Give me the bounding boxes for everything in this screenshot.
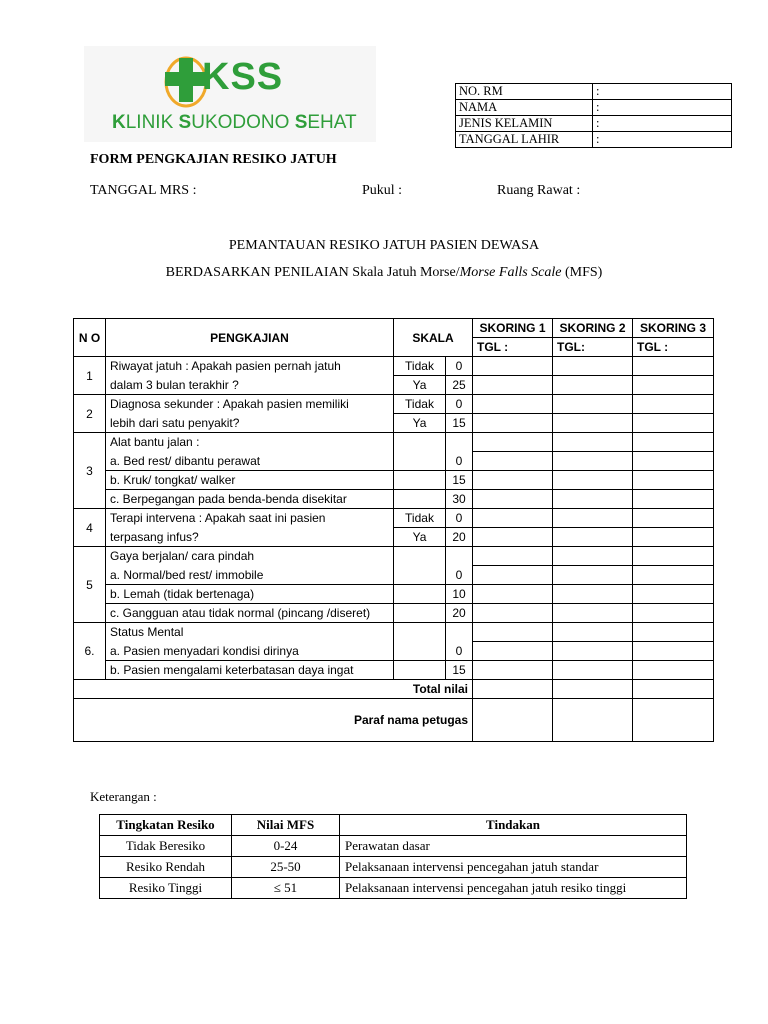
score-cell[interactable] <box>473 357 553 376</box>
total-cell[interactable] <box>633 680 714 699</box>
clinic-logo <box>84 46 376 142</box>
item-option: c. Berpegangan pada benda-benda disekitar <box>106 490 394 509</box>
score-cell[interactable] <box>633 433 714 452</box>
header-row <box>74 319 714 338</box>
score-cell[interactable] <box>473 547 553 566</box>
morse-fall-scale-table <box>73 318 714 742</box>
legend-header: Tingkatan Resiko <box>100 815 232 836</box>
option-score: 15 <box>446 661 473 680</box>
mfs-range: 0-24 <box>232 836 340 857</box>
header-skala: SKALA <box>394 319 473 357</box>
score-cell[interactable] <box>553 471 633 490</box>
option-score: 15 <box>446 414 473 433</box>
score-cell[interactable] <box>473 414 553 433</box>
score-cell[interactable] <box>553 566 633 585</box>
option-score: 0 <box>446 357 473 376</box>
field-value[interactable]: : <box>593 84 732 100</box>
field-value[interactable]: : <box>593 132 732 148</box>
score-cell[interactable] <box>473 623 553 642</box>
score-cell[interactable] <box>633 414 714 433</box>
item-option: a. Normal/bed rest/ immobile <box>106 566 394 585</box>
table-row <box>74 547 714 566</box>
score-cell[interactable] <box>633 642 714 661</box>
score-cell[interactable] <box>553 661 633 680</box>
score-cell[interactable] <box>473 642 553 661</box>
score-cell[interactable] <box>553 357 633 376</box>
table-row <box>74 604 714 623</box>
option-score: 10 <box>446 585 473 604</box>
field-label: NAMA <box>456 100 593 116</box>
table-row <box>74 414 714 433</box>
table-row <box>74 433 714 452</box>
option-score: 30 <box>446 490 473 509</box>
option-label-empty <box>394 661 446 680</box>
patient-row-tanggal-lahir <box>456 132 732 148</box>
item-no: 3 <box>74 433 106 509</box>
score-cell[interactable] <box>473 433 553 452</box>
total-cell[interactable] <box>553 680 633 699</box>
subtitle-main: PEMANTAUAN RESIKO JATUH PASIEN DEWASA <box>228 238 540 253</box>
table-row <box>74 357 714 376</box>
item-no: 4 <box>74 509 106 547</box>
item-no: 1 <box>74 357 106 395</box>
option-label-empty <box>394 604 446 623</box>
score-cell[interactable] <box>553 490 633 509</box>
paraf-label: Paraf nama petugas <box>74 699 473 742</box>
option-label-empty <box>394 585 446 604</box>
item-option: a. Bed rest/ dibantu perawat <box>106 452 394 471</box>
option-score: 0 <box>446 452 473 471</box>
score-cell[interactable] <box>553 623 633 642</box>
score-cell[interactable] <box>633 547 714 566</box>
score-cell[interactable] <box>473 604 553 623</box>
score-cell[interactable] <box>553 642 633 661</box>
score-cell[interactable] <box>633 452 714 471</box>
patient-row-nama <box>456 100 732 116</box>
table-row <box>74 509 714 528</box>
score-cell[interactable] <box>633 585 714 604</box>
score-cell[interactable] <box>633 490 714 509</box>
legend-row <box>100 878 687 899</box>
option-label-empty <box>394 623 446 661</box>
legend-header-row <box>100 815 687 836</box>
risk-level: Tidak Beresiko <box>100 836 232 857</box>
field-value[interactable]: : <box>593 116 732 132</box>
legend-row <box>100 857 687 878</box>
score-cell[interactable] <box>553 528 633 547</box>
action: Pelaksanaan intervensi pencegahan jatuh resiko tinggi <box>340 878 687 899</box>
score-cell[interactable] <box>553 604 633 623</box>
score-cell[interactable] <box>473 376 553 395</box>
score-cell[interactable] <box>633 661 714 680</box>
item-option: b. Lemah (tidak bertenaga) <box>106 585 394 604</box>
field-value[interactable]: : <box>593 100 732 116</box>
option-score-empty <box>446 433 473 452</box>
risk-level: Resiko Rendah <box>100 857 232 878</box>
option-label-empty <box>394 490 446 509</box>
total-label: Total nilai <box>74 680 473 699</box>
action: Pelaksanaan intervensi pencegahan jatuh standar <box>340 857 687 878</box>
score-cell[interactable] <box>633 528 714 547</box>
score-cell[interactable] <box>553 395 633 414</box>
option-score-empty <box>446 623 473 642</box>
action: Perawatan dasar <box>340 836 687 857</box>
paraf-row <box>74 699 714 742</box>
score-cell[interactable] <box>633 376 714 395</box>
score-cell[interactable] <box>473 490 553 509</box>
risk-level: Resiko Tinggi <box>100 878 232 899</box>
item-option: b. Kruk/ tongkat/ walker <box>106 471 394 490</box>
mfs-range: ≤ 51 <box>232 878 340 899</box>
score-cell[interactable] <box>633 566 714 585</box>
score-cell[interactable] <box>633 357 714 376</box>
item-option: b. Pasien mengalami keterbatasan daya ingat <box>106 661 394 680</box>
header-no: N O <box>74 319 106 357</box>
table-row <box>74 661 714 680</box>
patient-row-no-rm <box>456 84 732 100</box>
option-label-empty <box>394 547 446 585</box>
patient-identity-table <box>455 83 732 148</box>
item-option: c. Gangguan atau tidak normal (pincang /diseret) <box>106 604 394 623</box>
option-label: Ya <box>394 376 446 395</box>
signature-cell[interactable] <box>473 699 553 742</box>
legend-header: Nilai MFS <box>232 815 340 836</box>
table-row <box>74 395 714 414</box>
score-cell[interactable] <box>633 604 714 623</box>
patient-row-jenis-kelamin <box>456 116 732 132</box>
option-label-empty <box>394 433 446 471</box>
item-no: 6. <box>74 623 106 680</box>
item-question-cont: lebih dari satu penyakit? <box>106 414 394 433</box>
score-cell[interactable] <box>473 661 553 680</box>
score-cell[interactable] <box>473 566 553 585</box>
table-row <box>74 490 714 509</box>
score-cell[interactable] <box>473 528 553 547</box>
option-score: 0 <box>446 566 473 585</box>
tgl-3[interactable]: TGL : <box>633 338 714 357</box>
item-question: Riwayat jatuh : Apakah pasien pernah jatuh <box>106 357 394 376</box>
score-cell[interactable] <box>553 585 633 604</box>
legend-row <box>100 836 687 857</box>
table-row <box>74 623 714 642</box>
option-score-empty <box>446 547 473 566</box>
score-cell[interactable] <box>553 376 633 395</box>
score-cell[interactable] <box>553 452 633 471</box>
table-row <box>74 471 714 490</box>
score-cell[interactable] <box>473 509 553 528</box>
option-score: 0 <box>446 509 473 528</box>
score-cell[interactable] <box>473 395 553 414</box>
item-question: Diagnosa sekunder : Apakah pasien memiliki <box>106 395 394 414</box>
item-question-cont: dalam 3 bulan terakhir ? <box>106 376 394 395</box>
item-title: Gaya berjalan/ cara pindah <box>106 547 394 566</box>
total-row <box>74 680 714 699</box>
score-cell[interactable] <box>473 471 553 490</box>
score-cell[interactable] <box>633 395 714 414</box>
legend-header: Tindakan <box>340 815 687 836</box>
field-label: NO. RM <box>456 84 593 100</box>
subtitle-scale: BERDASARKAN PENILAIAN Skala Jatuh Morse/Morse Falls Scale (MFS) <box>165 265 603 280</box>
field-label: TANGGAL LAHIR <box>456 132 593 148</box>
table-row <box>74 376 714 395</box>
keterangan-label: Keterangan : <box>90 789 157 804</box>
option-score: 0 <box>446 642 473 661</box>
table-row <box>74 528 714 547</box>
logo-clinic-name: KLINIK SUKODONO SEHAT <box>112 112 357 133</box>
option-label: Tidak <box>394 509 446 528</box>
option-score: 15 <box>446 471 473 490</box>
tanggal-mrs-field[interactable]: TANGGAL MRS : <box>90 183 197 198</box>
score-cell[interactable] <box>553 547 633 566</box>
item-title: Alat bantu jalan : <box>106 433 394 452</box>
option-label-empty <box>394 471 446 490</box>
score-cell[interactable] <box>473 452 553 471</box>
form-title: FORM PENGKAJIAN RESIKO JATUH <box>90 152 337 167</box>
item-option: a. Pasien menyadari kondisi dirinya <box>106 642 394 661</box>
pukul-field[interactable]: Pukul : <box>362 183 403 198</box>
mfs-range: 25-50 <box>232 857 340 878</box>
header-skoring-2: SKORING 2 <box>553 319 633 338</box>
option-label: Tidak <box>394 395 446 414</box>
score-cell[interactable] <box>633 623 714 642</box>
option-score: 20 <box>446 604 473 623</box>
item-title: Status Mental <box>106 623 394 642</box>
field-label: JENIS KELAMIN <box>456 116 593 132</box>
score-cell[interactable] <box>473 585 553 604</box>
option-score: 20 <box>446 528 473 547</box>
signature-cell[interactable] <box>553 699 633 742</box>
score-cell[interactable] <box>553 509 633 528</box>
header-pengkajian: PENGKAJIAN <box>106 319 394 357</box>
logo-brand: KSS <box>202 56 284 98</box>
item-question: Terapi intervena : Apakah saat ini pasien <box>106 509 394 528</box>
score-cell[interactable] <box>553 414 633 433</box>
item-question-cont: terpasang infus? <box>106 528 394 547</box>
header-skoring-1: SKORING 1 <box>473 319 553 338</box>
score-cell[interactable] <box>633 471 714 490</box>
item-no: 5 <box>74 547 106 623</box>
tgl-2[interactable]: TGL: <box>553 338 633 357</box>
header-skoring-3: SKORING 3 <box>633 319 714 338</box>
option-score: 25 <box>446 376 473 395</box>
score-cell[interactable] <box>633 509 714 528</box>
option-label: Ya <box>394 414 446 433</box>
table-row <box>74 585 714 604</box>
risk-legend-table <box>99 814 687 899</box>
tgl-1[interactable]: TGL : <box>473 338 553 357</box>
ruang-rawat-field[interactable]: Ruang Rawat : <box>497 183 581 198</box>
signature-cell[interactable] <box>633 699 714 742</box>
item-no: 2 <box>74 395 106 433</box>
option-label: Ya <box>394 528 446 547</box>
option-score: 0 <box>446 395 473 414</box>
score-cell[interactable] <box>553 433 633 452</box>
total-cell[interactable] <box>473 680 553 699</box>
option-label: Tidak <box>394 357 446 376</box>
